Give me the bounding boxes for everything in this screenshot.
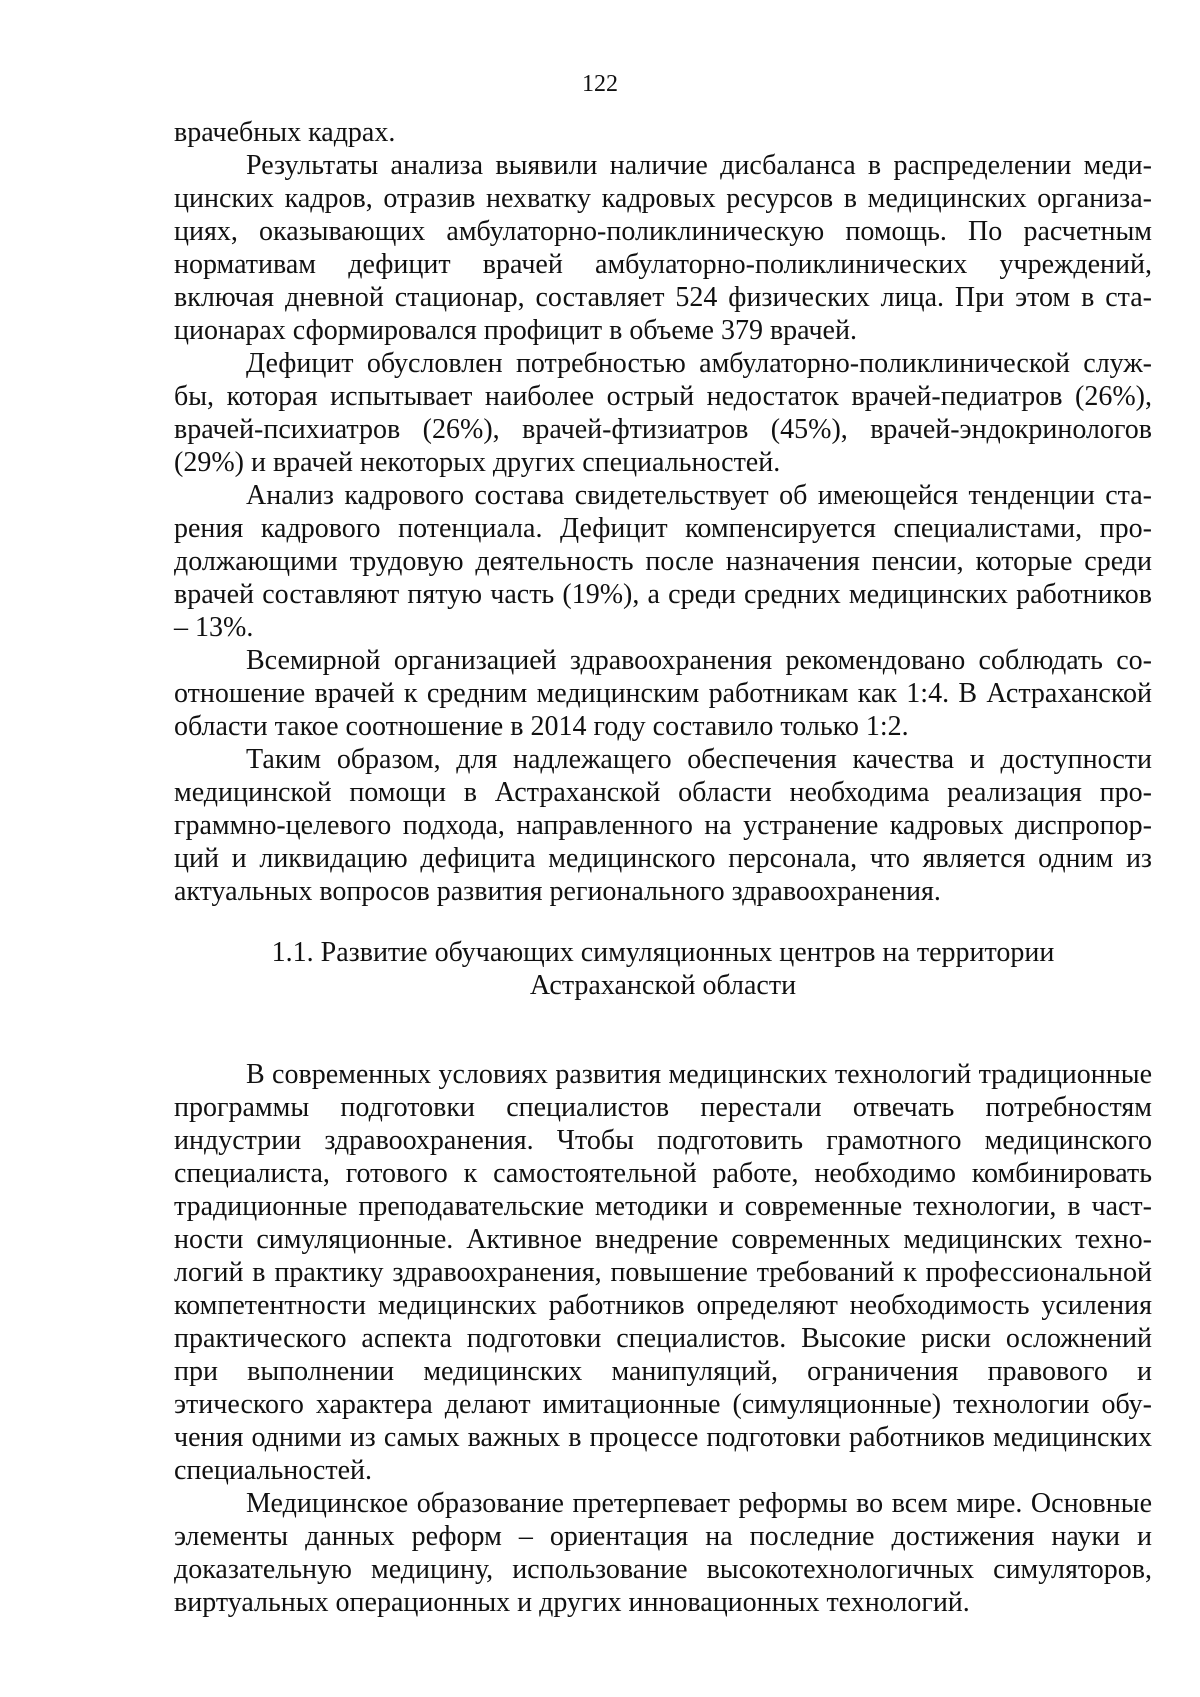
paragraph-education-reforms: Медицинское образование претерпевает реформы во всем мире. Основные элементы данных реформ – ориентация на последние достижения науки и доказательную медицину, использование высокотехнологичных симуляторов, виртуальных операционных и других инновационных технологий.: [174, 1488, 1152, 1618]
paragraph-conclusion: Таким образом, для надлежащего обеспечения качества и доступности медицинской помощи в Астраханской области необходима реализация программно-целевого подхода, направленного на устранение кадровых диспропорций и ликвидацию дефицита медицинского персонала, что является одним из актуальных вопросов развития регионального здравоохранения.: [174, 744, 1152, 907]
paragraph-staff-imbalance: Результаты анализа выявили наличие дисбаланса в распределении медицинских кадров, отразив нехватку кадровых ресурсов в медицинских организациях, оказывающих амбулаторно-поликлиническую помощь. По расчетным нормативам дефицит врачей амбулаторно-поликлинических учреждений, включая дневной стационар, составляет 524 физических лица. При этом в стационарах сформировался профицит в объеме 379 врачей.: [174, 150, 1152, 346]
paragraph-who-ratio: Всемирной организацией здравоохранения рекомендовано соблюдать соотношение врачей к средним медицинским работникам как 1:4. В Астраханской области такое соотношение в 2014 году составило только 1:2.: [174, 645, 1152, 742]
section-heading: [174, 936, 1152, 1002]
page-body: [174, 116, 1152, 1619]
paragraph-deficit-specialties: Дефицит обусловлен потребностью амбулаторно-поликлинической службы, которая испытывает наиболее острый недостаток врачей-педиатров (26%), врачей-психиатров (26%), врачей-фтизиатров (45%), врачей-эндокринологов (29%) и врачей некоторых других специальностей.: [174, 348, 1152, 478]
paragraph-staff-aging: Анализ кадрового состава свидетельствует об имеющейся тенденции старения кадрового потенциала. Дефицит компенсируется специалистами, продолжающими трудовую деятельность после назначения пенсии, которые среди врачей составляют пятую часть (19%), а среди средних медицинских работников – 13%.: [174, 480, 1152, 643]
paragraph-continuation: врачебных кадрах.: [174, 117, 396, 148]
section-heading-line-1: 1.1. Развитие обучающих симуляционных центров на территории: [271, 937, 1055, 968]
paragraph-simulation-technologies: В современных условиях развития медицинских технологий традиционные программы подготовки специалистов перестали отвечать потребностям индустрии здравоохранения. Чтобы подготовить грамотного медицинского специалиста, готового к самостоятельной работе, необходимо комбинировать традиционные преподавательские методики и современные технологии, в частности симуляционные. Активное внедрение современных медицинских технологий в практику здравоохранения, повышение требований к профессиональной компетентности медицинских работников определяют необходимость усиления практического аспекта подготовки специалистов. Высокие риски осложнений при выполнении медицинских манипуляций, ограничения правового и этического характера делают имитационные (симуляционные) технологии обучения одними из самых важных в процессе подготовки работников медицинских специальностей.: [174, 1059, 1152, 1486]
page-number: 122: [582, 71, 618, 97]
section-heading-line-2: Астраханской области: [529, 970, 797, 1001]
